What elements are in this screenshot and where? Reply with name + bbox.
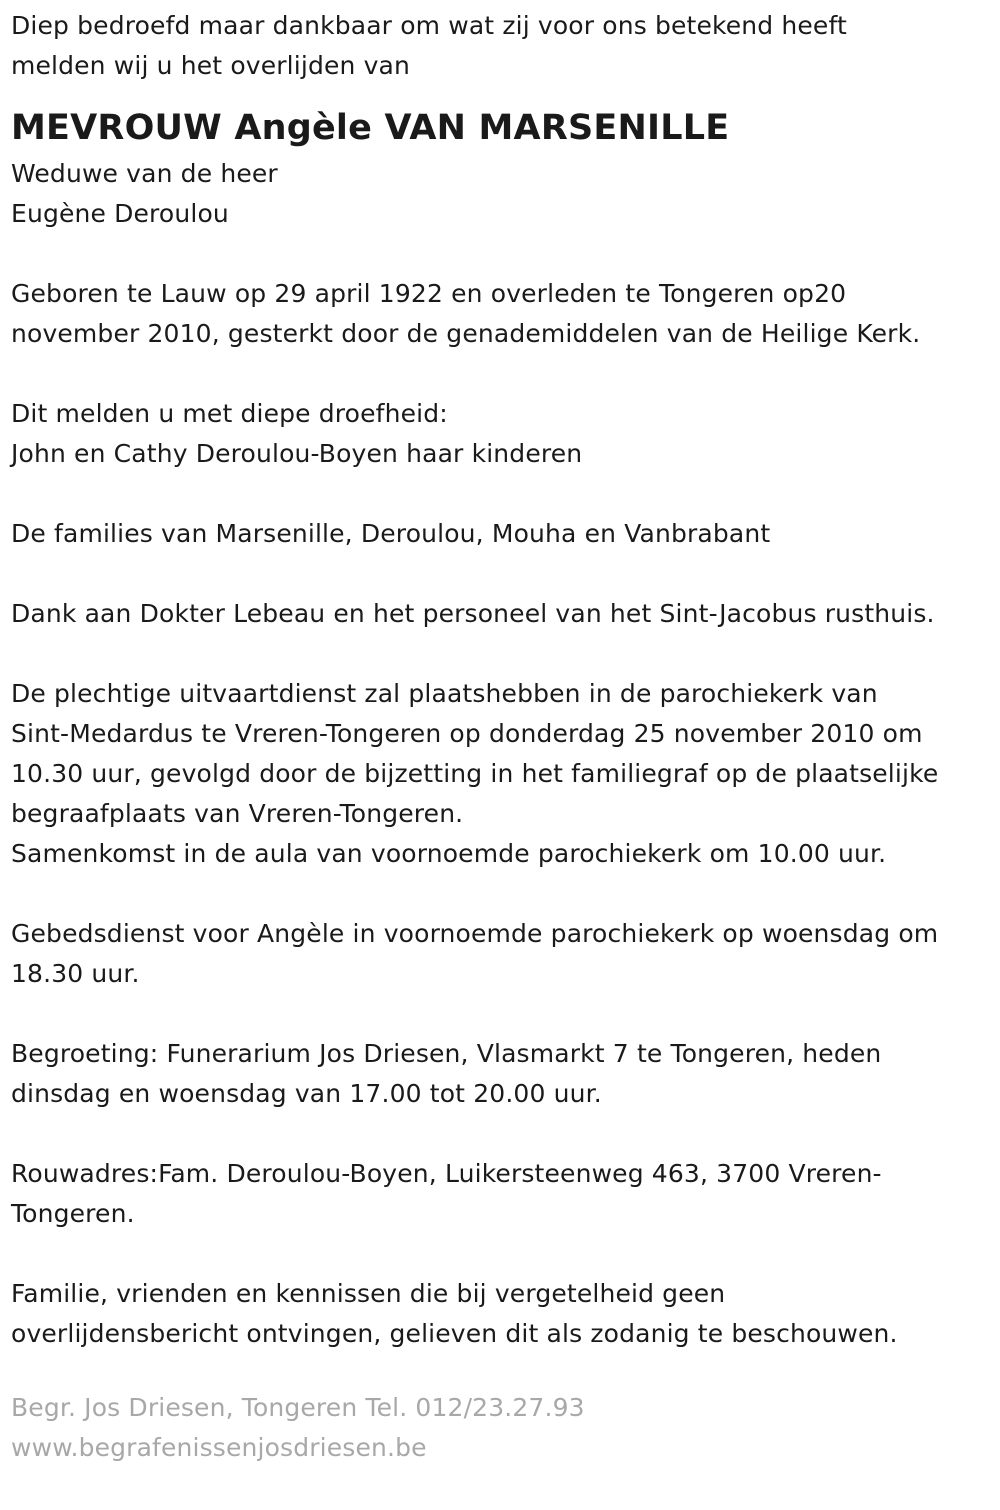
mourning-address-section — [11, 1154, 996, 1234]
widow-line: Weduwe van de heer — [11, 159, 278, 188]
closing-section — [11, 1274, 996, 1354]
birth-death-section — [11, 274, 996, 354]
prayer-service-section — [11, 914, 996, 994]
funeral-line: 10.30 uur, gevolgd door de bijzetting in het familiegraf op de plaatselijke — [11, 759, 939, 788]
intro-line: Diep bedroefd maar dankbaar om wat zij voor ons betekend heeft — [11, 11, 847, 40]
families-section — [11, 514, 996, 554]
funeral-line: begraafplaats van Vreren-Tongeren. — [11, 799, 464, 828]
funeral-home-website: www.begrafenissenjosdriesen.be — [11, 1433, 427, 1462]
announcers-line: John en Cathy Deroulou-Boyen haar kinderen — [11, 439, 583, 468]
families-line: De families van Marsenille, Deroulou, Mouha en Vanbrabant — [11, 519, 771, 548]
intro-section — [11, 6, 996, 86]
closing-line: overlijdensbericht ontvingen, gelieven dit als zodanig te beschouwen. — [11, 1319, 898, 1348]
funeral-home-footer — [11, 1388, 996, 1468]
deceased-name: MEVROUW Angèle VAN MARSENILLE — [11, 108, 730, 148]
funeral-line: De plechtige uitvaartdienst zal plaatshebben in de parochiekerk van — [11, 679, 878, 708]
visitation-section — [11, 1034, 996, 1114]
announcers-section — [11, 394, 996, 474]
widow-section — [11, 154, 996, 234]
funeral-home-contact: Begr. Jos Driesen, Tongeren Tel. 012/23.27.93 — [11, 1393, 585, 1422]
obituary-notice — [11, 6, 996, 1468]
visitation-line: dinsdag en woensdag van 17.00 tot 20.00 uur. — [11, 1079, 602, 1108]
prayer-service-line: 18.30 uur. — [11, 959, 140, 988]
thanks-line: Dank aan Dokter Lebeau en het personeel van het Sint-Jacobus rusthuis. — [11, 599, 935, 628]
widow-line: Eugène Deroulou — [11, 199, 229, 228]
birth-death-line: november 2010, gesterkt door de genademiddelen van de Heilige Kerk. — [11, 319, 921, 348]
intro-line: melden wij u het overlijden van — [11, 51, 411, 80]
birth-death-line: Geboren te Lauw op 29 april 1922 en overleden te Tongeren op20 — [11, 279, 847, 308]
funeral-line: Sint-Medardus te Vreren-Tongeren op donderdag 25 november 2010 om — [11, 719, 923, 748]
announcers-line: Dit melden u met diepe droefheid: — [11, 399, 448, 428]
mourning-address-line: Rouwadres:Fam. Deroulou-Boyen, Luikersteenweg 463, 3700 Vreren- — [11, 1159, 882, 1188]
mourning-address-line: Tongeren. — [11, 1199, 135, 1228]
visitation-line: Begroeting: Funerarium Jos Driesen, Vlasmarkt 7 te Tongeren, heden — [11, 1039, 882, 1068]
funeral-section — [11, 674, 996, 874]
thanks-section — [11, 594, 996, 634]
closing-line: Familie, vrienden en kennissen die bij vergetelheid geen — [11, 1279, 726, 1308]
funeral-line: Samenkomst in de aula van voornoemde parochiekerk om 10.00 uur. — [11, 839, 887, 868]
prayer-service-line: Gebedsdienst voor Angèle in voornoemde parochiekerk op woensdag om — [11, 919, 939, 948]
